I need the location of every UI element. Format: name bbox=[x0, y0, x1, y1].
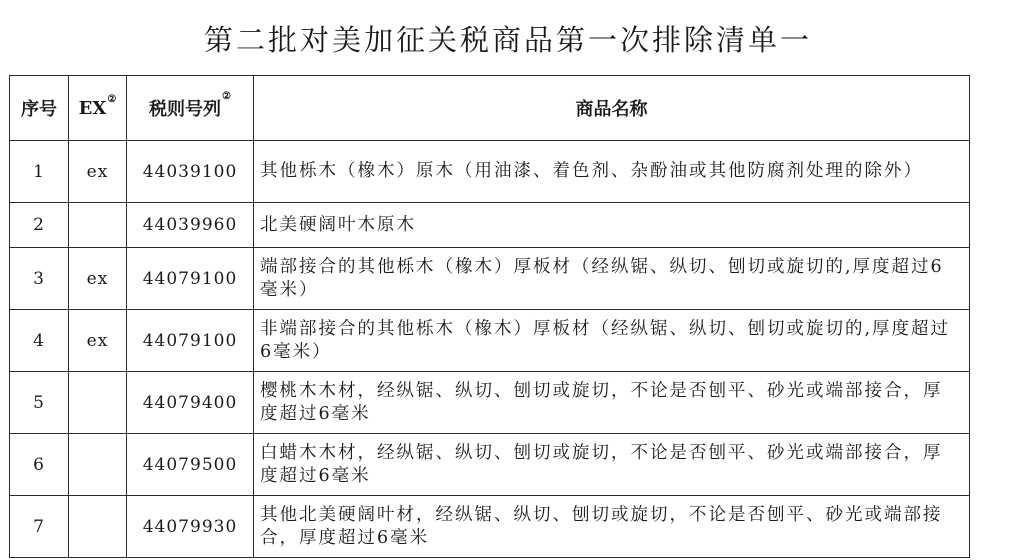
header-name: 商品名称 bbox=[254, 76, 970, 141]
table-row bbox=[10, 434, 970, 496]
cell-seq: 3 bbox=[10, 248, 69, 310]
cell-ex: ex bbox=[69, 141, 127, 203]
header-tariff bbox=[127, 76, 254, 141]
table-row bbox=[10, 248, 970, 310]
cell-name: 非端部接合的其他栎木（橡木）厚板材（经纵锯、纵切、刨切或旋切的,厚度超过6毫米） bbox=[254, 310, 970, 372]
cell-name: 樱桃木木材，经纵锯、纵切、刨切或旋切，不论是否刨平、砂光或端部接合，厚度超过6毫米 bbox=[254, 372, 970, 434]
cell-seq: 6 bbox=[10, 434, 69, 496]
exclusion-list-table bbox=[9, 75, 970, 558]
cell-tariff: 44079500 bbox=[127, 434, 254, 496]
cell-name: 其他栎木（橡木）原木（用油漆、着色剂、杂酚油或其他防腐剂处理的除外） bbox=[254, 141, 970, 203]
cell-name: 其他北美硬阔叶材，经纵锯、纵切、刨切或旋切，不论是否刨平、砂光或端部接合，厚度超过6毫米 bbox=[254, 496, 970, 558]
cell-seq: 4 bbox=[10, 310, 69, 372]
table-row bbox=[10, 496, 970, 558]
cell-tariff: 44079400 bbox=[127, 372, 254, 434]
cell-tariff: 44079930 bbox=[127, 496, 254, 558]
cell-ex bbox=[69, 496, 127, 558]
header-ex-footnote: ② bbox=[107, 93, 117, 105]
cell-ex: ex bbox=[69, 310, 127, 372]
cell-ex bbox=[69, 434, 127, 496]
page-title: 第二批对美加征关税商品第一次排除清单一 bbox=[203, 23, 812, 57]
cell-seq: 1 bbox=[10, 141, 69, 203]
cell-ex: ex bbox=[69, 248, 127, 310]
cell-tariff: 44079100 bbox=[127, 248, 254, 310]
table-header-row bbox=[10, 76, 970, 141]
cell-ex bbox=[69, 372, 127, 434]
cell-ex bbox=[69, 203, 127, 248]
table-row bbox=[10, 310, 970, 372]
cell-tariff: 44039960 bbox=[127, 203, 254, 248]
header-seq: 序号 bbox=[10, 76, 69, 141]
cell-seq: 2 bbox=[10, 203, 69, 248]
header-ex bbox=[69, 76, 127, 141]
cell-tariff: 44079100 bbox=[127, 310, 254, 372]
cell-seq: 5 bbox=[10, 372, 69, 434]
header-tariff-footnote: ② bbox=[222, 91, 231, 102]
table-row bbox=[10, 203, 970, 248]
cell-name: 北美硬阔叶木原木 bbox=[254, 203, 970, 248]
cell-seq: 7 bbox=[10, 496, 69, 558]
cell-name: 端部接合的其他栎木（橡木）厚板材（经纵锯、纵切、刨切或旋切的,厚度超过6毫米） bbox=[254, 248, 970, 310]
table-row bbox=[10, 372, 970, 434]
table-row bbox=[10, 141, 970, 203]
header-ex-label: EX bbox=[78, 97, 107, 119]
cell-name: 白蜡木木材，经纵锯、纵切、刨切或旋切，不论是否刨平、砂光或端部接合，厚度超过6毫米 bbox=[254, 434, 970, 496]
header-tariff-label: 税则号列 bbox=[149, 99, 222, 120]
cell-tariff: 44039100 bbox=[127, 141, 254, 203]
